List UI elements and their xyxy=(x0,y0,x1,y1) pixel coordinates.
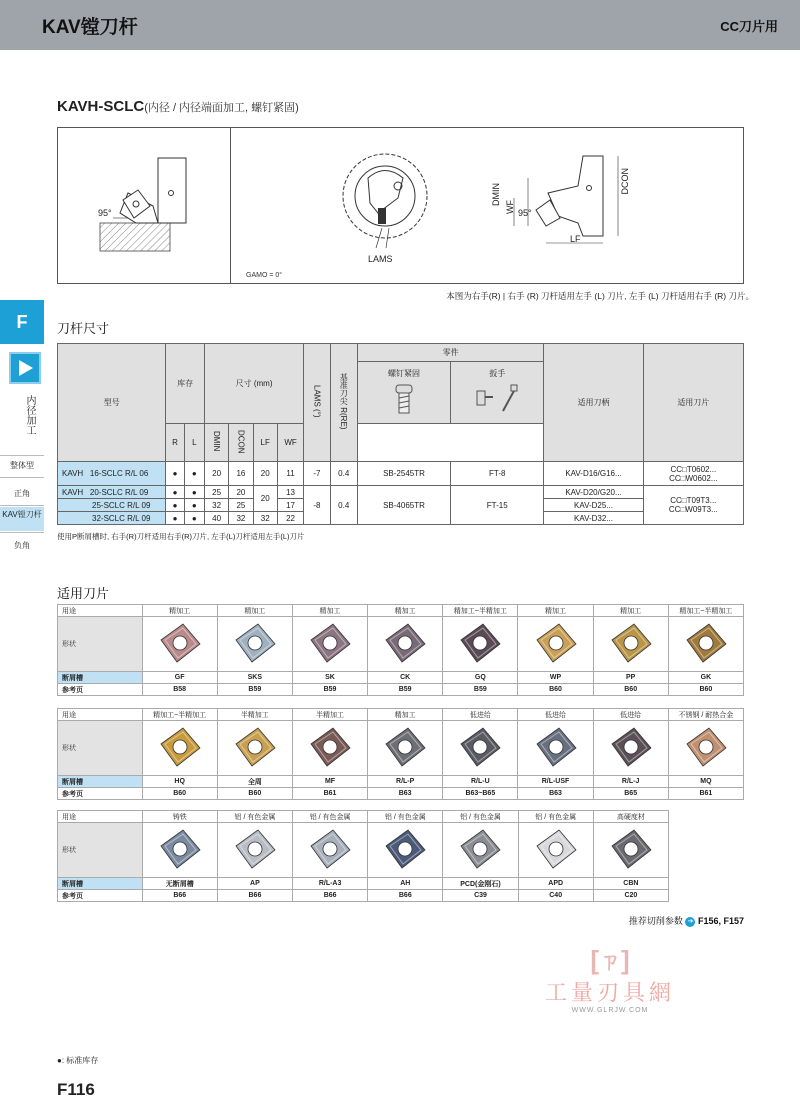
insert-use: 铝 / 有色金属 xyxy=(368,811,443,823)
insert-diamond-icon xyxy=(604,824,658,874)
insert-ref: B61 xyxy=(292,788,367,800)
model-cell: KAVH 20-SCLC R/L 09 xyxy=(58,486,166,499)
insert-use: 铝 / 有色金属 xyxy=(293,811,368,823)
diagram-box xyxy=(57,127,744,284)
header-wf: WF xyxy=(277,424,303,462)
insert-image xyxy=(443,721,518,776)
insert-image xyxy=(593,823,668,878)
watermark-logo-icon: [ㄗ] xyxy=(590,945,630,975)
insert-ref: C20 xyxy=(593,890,668,902)
insert-use: 精加工 xyxy=(518,605,593,617)
model-name: KAVH-SCLC xyxy=(57,98,145,115)
insert-use: 不锈钢 / 耐热合金 xyxy=(668,709,743,721)
insert-diamond-icon xyxy=(604,722,658,772)
dcon-cell: 32 xyxy=(229,512,253,525)
insert-row-brk xyxy=(58,776,744,788)
insert-use: 铸铁 xyxy=(142,811,217,823)
insert-diamond-icon xyxy=(303,618,357,668)
recommend-pages[interactable]: F156, F157 xyxy=(697,916,744,926)
header-model: 型号 xyxy=(58,344,166,462)
insert-use: 低进给 xyxy=(443,709,518,721)
insert-ref: B60 xyxy=(593,684,668,696)
insert-image xyxy=(292,721,367,776)
insert-chip: SK xyxy=(292,672,367,684)
wf-cell: 17 xyxy=(277,499,303,512)
insert-ref: C40 xyxy=(518,890,593,902)
header-insert: 适用刀片 xyxy=(643,344,743,462)
insert-ref: B59 xyxy=(292,684,367,696)
insert-chip: R/L-A3 xyxy=(293,878,368,890)
page-number: F116 xyxy=(57,1080,95,1099)
insert-image xyxy=(368,721,443,776)
insert-diamond-icon xyxy=(453,824,507,874)
shank-cell: KAV-D20/G20... xyxy=(544,486,643,499)
header-r: R xyxy=(166,424,184,462)
left-tool-drawing xyxy=(100,158,186,251)
spec-table xyxy=(57,343,744,525)
insert-row-shape xyxy=(58,721,744,776)
spec-section-title: 刀杆尺寸 xyxy=(57,321,110,336)
insert-ref: B61 xyxy=(668,788,743,800)
insert-row-ref xyxy=(58,684,744,696)
insert-chip: MF xyxy=(292,776,367,788)
insert-ref: B60 xyxy=(518,684,593,696)
insert-diamond-icon xyxy=(228,618,282,668)
model-desc: (内径 / 内径端面加工, 螺钉紧固) xyxy=(144,102,299,114)
insert-ref: B60 xyxy=(217,788,292,800)
insert-use: 低进给 xyxy=(593,709,668,721)
insert-ref: B59 xyxy=(443,684,518,696)
insert-image xyxy=(593,721,668,776)
insert-chip: R/L-USF xyxy=(518,776,593,788)
stock-l: ● xyxy=(184,462,204,486)
insert-use: 铝 / 有色金属 xyxy=(443,811,518,823)
insert-cell: CC□T0602... CC□W0602... xyxy=(643,462,743,486)
header-stock: 库存 xyxy=(166,344,205,424)
header-re: 基准刀尖 R(RE) xyxy=(330,344,357,462)
angle-label-left: 95° xyxy=(98,208,112,218)
insert-chip: 无断屑槽 xyxy=(142,878,217,890)
header-category: CC刀片用 xyxy=(720,19,778,34)
stock-l: ● xyxy=(184,512,204,525)
insert-image xyxy=(668,721,743,776)
insert-ref: B63 xyxy=(368,788,443,800)
lf-cell: 20 xyxy=(253,486,277,512)
insert-chip: PP xyxy=(593,672,668,684)
insert-row-use xyxy=(58,709,744,721)
insert-image xyxy=(443,617,518,672)
angle-label-right: 95° xyxy=(518,208,532,218)
insert-cell: CC□T09T3... CC□W09T3... xyxy=(643,486,743,525)
sidebar-divider xyxy=(0,477,44,478)
screw-cell: SB-2545TR xyxy=(357,462,450,486)
lf-cell: 32 xyxy=(253,512,277,525)
legend: ●: 标准库存 xyxy=(57,1056,99,1065)
empty-cell xyxy=(668,878,743,890)
insert-image xyxy=(368,823,443,878)
insert-ref: B60 xyxy=(142,788,217,800)
insert-diamond-icon xyxy=(679,618,733,668)
stock-r: ● xyxy=(166,462,184,486)
insert-use: 精加工~半精加工 xyxy=(443,605,518,617)
watermark-text: 工量刃具網 xyxy=(544,980,675,1005)
insert-diamond-icon xyxy=(604,618,658,668)
insert-ref: B66 xyxy=(217,890,292,902)
insert-row-shape xyxy=(58,823,744,878)
insert-row-ref xyxy=(58,890,744,902)
insert-chip: 全周 xyxy=(217,776,292,788)
insert-diamond-icon xyxy=(378,618,432,668)
insert-chip: MQ xyxy=(668,776,743,788)
insert-use: 高硬度材 xyxy=(593,811,668,823)
sidebar-section-letter: F xyxy=(0,300,44,344)
insert-chip: CK xyxy=(368,672,443,684)
insert-chip: CBN xyxy=(593,878,668,890)
insert-row-label: 参考页 xyxy=(58,890,143,902)
empty-cell xyxy=(668,823,743,878)
shank-cell: KAV-D32... xyxy=(544,512,643,525)
insert-use: 低进给 xyxy=(518,709,593,721)
insert-row-label: 用途 xyxy=(58,605,143,617)
insert-image xyxy=(293,823,368,878)
watermark xyxy=(530,945,690,1014)
shank-cell: KAV-D25... xyxy=(544,499,643,512)
model-title xyxy=(57,98,299,115)
watermark-url: WWW.GLRJW.COM xyxy=(571,1007,649,1014)
dmin-label: DMIN xyxy=(491,183,501,206)
header-dcon: DCON xyxy=(229,424,253,462)
insert-row-label: 参考页 xyxy=(58,684,143,696)
insert-diamond-icon xyxy=(303,722,357,772)
insert-chip: AH xyxy=(368,878,443,890)
shank-cell: KAV-D16/G16... xyxy=(544,462,643,486)
insert-image xyxy=(368,617,443,672)
wf-cell: 22 xyxy=(277,512,303,525)
stock-l: ● xyxy=(184,499,204,512)
insert-use: 精加工 xyxy=(368,605,443,617)
insert-chip: GQ xyxy=(443,672,518,684)
right-tool-drawing xyxy=(514,156,618,243)
header-wrench-label: 扳手 xyxy=(489,369,506,378)
insert-image xyxy=(443,823,518,878)
dcon-label: DCON xyxy=(620,168,630,195)
insert-row-brk xyxy=(58,672,744,684)
insert-table xyxy=(57,708,744,800)
insert-chip: GK xyxy=(668,672,743,684)
model-cell: 32-SCLC R/L 09 xyxy=(58,512,166,525)
header-lf: LF xyxy=(253,424,277,462)
insert-chip: R/L-J xyxy=(593,776,668,788)
insert-row-label: 参考页 xyxy=(58,788,143,800)
insert-image xyxy=(217,617,292,672)
insert-chip: GF xyxy=(142,672,217,684)
lams-cell: -7 xyxy=(304,462,330,486)
dcon-cell: 20 xyxy=(229,486,253,499)
insert-diamond-icon xyxy=(378,722,432,772)
screw-cell: SB-4065TR xyxy=(357,486,450,525)
model-cell: 25-SCLC R/L 09 xyxy=(58,499,166,512)
insert-ref: C39 xyxy=(443,890,518,902)
empty-cell xyxy=(668,811,743,823)
insert-image xyxy=(292,617,367,672)
sidebar-item-negative[interactable]: 负角 xyxy=(14,541,30,550)
table-row xyxy=(58,486,744,499)
insert-table xyxy=(57,810,744,902)
wrench-icon xyxy=(475,383,519,415)
insert-row-label: 用途 xyxy=(58,811,143,823)
insert-diamond-icon xyxy=(529,722,583,772)
page-title: KAV镗刀杆 xyxy=(42,17,138,38)
wrench-cell: FT-15 xyxy=(451,486,544,525)
insert-image xyxy=(217,823,292,878)
insert-use: 铝 / 有色金属 xyxy=(217,811,292,823)
insert-row-label: 用途 xyxy=(58,709,143,721)
insert-chip: WP xyxy=(518,672,593,684)
insert-ref: B59 xyxy=(217,684,292,696)
insert-image xyxy=(142,721,217,776)
insert-image xyxy=(217,721,292,776)
insert-table xyxy=(57,604,744,696)
insert-diamond-icon xyxy=(529,824,583,874)
insert-row-label: 断屑槽 xyxy=(58,878,143,890)
stock-l: ● xyxy=(184,486,204,499)
boring-section-icon xyxy=(9,352,41,384)
insert-chip: HQ xyxy=(142,776,217,788)
insert-use: 精加工 xyxy=(368,709,443,721)
insert-use: 精加工 xyxy=(142,605,217,617)
insert-diamond-icon xyxy=(453,722,507,772)
insert-diamond-icon xyxy=(529,618,583,668)
insert-use: 半精加工 xyxy=(217,709,292,721)
insert-chip: AP xyxy=(217,878,292,890)
header-screw xyxy=(357,362,450,424)
insert-chip: R/L-P xyxy=(368,776,443,788)
insert-section-title: 适用刀片 xyxy=(57,586,110,601)
recommend-label: 推荐切削参数 xyxy=(628,916,683,926)
insert-row-label: 断屑槽 xyxy=(58,672,143,684)
gamo-label: GAMO = 0° xyxy=(246,272,283,279)
dcon-cell: 16 xyxy=(229,462,253,486)
insert-diamond-icon xyxy=(228,722,282,772)
recommend-cutting-params[interactable] xyxy=(629,914,744,927)
wrench-cell: FT-8 xyxy=(451,462,544,486)
sidebar-divider xyxy=(0,455,44,456)
re-cell: 0.4 xyxy=(330,462,357,486)
header-screw-label: 螺钉紧固 xyxy=(388,369,420,378)
dmin-cell: 40 xyxy=(204,512,228,525)
insert-chip: PCD(金刚石) xyxy=(443,878,518,890)
insert-diamond-icon xyxy=(679,722,733,772)
header-lams: LAMS (°) xyxy=(304,344,330,462)
header-parts: 零件 xyxy=(357,344,543,362)
sidebar-divider xyxy=(0,532,44,533)
dmin-cell: 25 xyxy=(204,486,228,499)
insert-image xyxy=(518,823,593,878)
dcon-cell: 25 xyxy=(229,499,253,512)
wf-cell: 11 xyxy=(277,462,303,486)
insert-diamond-icon xyxy=(378,824,432,874)
header-shank: 适用刀柄 xyxy=(544,344,643,462)
insert-row-label: 形状 xyxy=(58,721,143,776)
insert-row-label: 断屑槽 xyxy=(58,776,143,788)
header-wrench xyxy=(451,362,544,424)
empty-cell xyxy=(668,890,743,902)
stock-r: ● xyxy=(166,512,184,525)
sidebar-item-solid[interactable]: 整体型 xyxy=(10,461,34,470)
insert-ref: B59 xyxy=(368,684,443,696)
insert-ref: B65 xyxy=(593,788,668,800)
insert-row-use xyxy=(58,811,744,823)
dmin-cell: 20 xyxy=(204,462,228,486)
insert-image xyxy=(668,617,743,672)
insert-diamond-icon xyxy=(303,824,357,874)
sidebar-divider xyxy=(0,505,44,506)
insert-row-shape xyxy=(58,617,744,672)
insert-use: 铝 / 有色金属 xyxy=(518,811,593,823)
tool-drawings xyxy=(58,128,745,285)
insert-row-ref xyxy=(58,788,744,800)
insert-image xyxy=(142,823,217,878)
insert-use: 精加工 xyxy=(217,605,292,617)
arrow-right-icon: ➔ xyxy=(685,917,695,927)
insert-image xyxy=(142,617,217,672)
re-cell: 0.4 xyxy=(330,486,357,525)
diagram-note: 本图为右手(R) | 右手 (R) 刀杆适用左手 (L) 刀片, 左手 (L) 刀杆适用右手 (R) 刀片。 xyxy=(446,291,754,301)
header-l: L xyxy=(184,424,204,462)
lams-label: LAMS xyxy=(368,254,393,264)
insert-row-brk xyxy=(58,878,744,890)
insert-use: 精加工~半精加工 xyxy=(668,605,743,617)
insert-image xyxy=(518,617,593,672)
dmin-cell: 32 xyxy=(204,499,228,512)
insert-row-label: 形状 xyxy=(58,823,143,878)
sidebar-item-kav[interactable]: KAV镗刀杆 xyxy=(0,507,44,531)
lams-cell: -8 xyxy=(304,486,330,525)
screw-icon xyxy=(392,383,416,415)
insert-chip: R/L-U xyxy=(443,776,518,788)
insert-ref: B66 xyxy=(368,890,443,902)
page-header xyxy=(0,0,800,50)
middle-tool-drawing xyxy=(343,154,427,248)
insert-chip: SKS xyxy=(217,672,292,684)
stock-r: ● xyxy=(166,486,184,499)
insert-diamond-icon xyxy=(153,824,207,874)
lf-cell: 20 xyxy=(253,462,277,486)
insert-use: 精加工~半精加工 xyxy=(142,709,217,721)
model-cell: KAVH 16-SCLC R/L 06 xyxy=(58,462,166,486)
insert-use: 精加工 xyxy=(593,605,668,617)
insert-diamond-icon xyxy=(453,618,507,668)
insert-ref: B66 xyxy=(293,890,368,902)
insert-ref: B63 xyxy=(518,788,593,800)
table-row xyxy=(58,462,744,486)
insert-ref: B63~B65 xyxy=(443,788,518,800)
insert-chip: APD xyxy=(518,878,593,890)
header-dmin: DMIN xyxy=(204,424,228,462)
insert-diamond-icon xyxy=(153,618,207,668)
insert-diamond-icon xyxy=(228,824,282,874)
spec-note: 使用P断屑槽时, 右手(R)刀杆适用右手(R)刀片, 左手(L)刀杆适用左手(L)刀片 xyxy=(57,532,305,541)
insert-ref: B58 xyxy=(142,684,217,696)
insert-ref: B60 xyxy=(668,684,743,696)
insert-row-label: 形状 xyxy=(58,617,143,672)
stock-r: ● xyxy=(166,499,184,512)
sidebar-vertical-label: 内径加工 xyxy=(24,395,35,435)
insert-use: 精加工 xyxy=(292,605,367,617)
insert-use: 半精加工 xyxy=(292,709,367,721)
lf-label: LF xyxy=(570,234,581,244)
insert-diamond-icon xyxy=(153,722,207,772)
header-dims: 尺寸 (mm) xyxy=(204,344,303,424)
insert-row-use xyxy=(58,605,744,617)
insert-image xyxy=(518,721,593,776)
insert-image xyxy=(593,617,668,672)
wf-cell: 13 xyxy=(277,486,303,499)
sidebar-item-positive[interactable]: 正角 xyxy=(14,489,30,498)
insert-ref: B66 xyxy=(142,890,217,902)
wf-label: WF xyxy=(505,200,515,214)
